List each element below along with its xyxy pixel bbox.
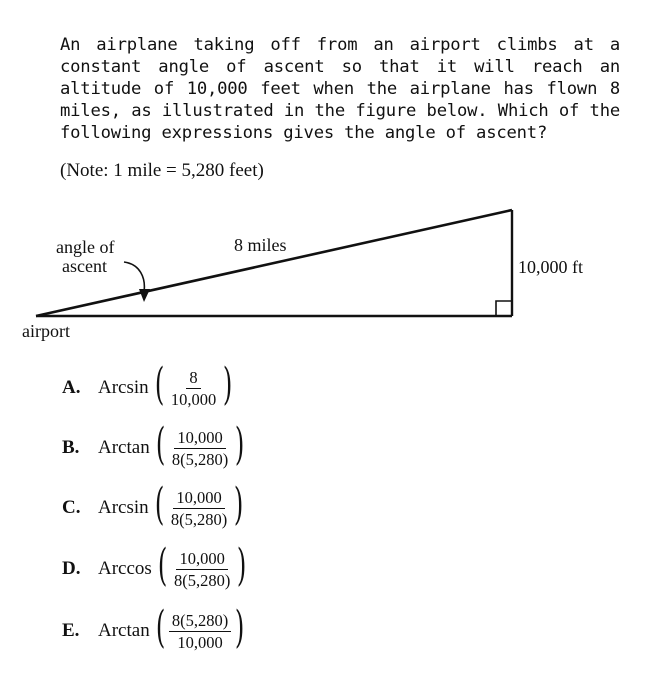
numerator: 10,000 bbox=[173, 488, 224, 509]
choice-letter: C. bbox=[62, 497, 81, 518]
fraction bbox=[169, 611, 231, 652]
left-paren: ( bbox=[155, 602, 166, 653]
right-angle-marker bbox=[496, 301, 512, 316]
numerator: 10,000 bbox=[176, 549, 227, 570]
angle-arrow bbox=[124, 262, 144, 292]
denominator: 8(5,280) bbox=[173, 570, 231, 590]
choice-b[interactable] bbox=[62, 419, 248, 474]
denominator: 8(5,280) bbox=[171, 449, 229, 469]
airport-label: airport bbox=[22, 321, 70, 341]
fraction bbox=[171, 549, 233, 590]
fraction bbox=[169, 428, 231, 469]
angle-arrowhead bbox=[139, 289, 150, 302]
angle-label-line1: angle of bbox=[56, 237, 115, 257]
denominator: 10,000 bbox=[177, 632, 223, 652]
right-paren: ) bbox=[234, 479, 244, 530]
conversion-note: (Note: 1 mile = 5,280 feet) bbox=[60, 160, 264, 181]
question-text: An airplane taking off from an airport climbs at a constant angle of ascent so that it will reach an altitude of 10,000 feet when the airplane has flown 8 miles, as illustrated in the figure below. Which of the following expressions gives the angle of ascent? bbox=[60, 35, 620, 143]
numerator: 8 bbox=[186, 368, 200, 389]
angle-label bbox=[56, 238, 114, 276]
choice-function: Arcsin bbox=[98, 497, 149, 518]
choice-letter: B. bbox=[62, 437, 80, 458]
fraction bbox=[168, 488, 230, 529]
right-paren: ) bbox=[237, 540, 247, 591]
choice-letter: A. bbox=[62, 377, 81, 398]
choice-letter: D. bbox=[62, 558, 81, 579]
left-paren: ( bbox=[154, 479, 164, 530]
hypotenuse-label: 8 miles bbox=[234, 235, 287, 255]
denominator: 10,000 bbox=[170, 389, 217, 409]
choice-c[interactable] bbox=[62, 479, 247, 534]
left-paren: ( bbox=[155, 419, 166, 470]
left-paren: ( bbox=[157, 540, 168, 591]
choice-a[interactable] bbox=[62, 359, 236, 414]
choice-e[interactable] bbox=[62, 602, 248, 657]
denominator: 8(5,280) bbox=[170, 509, 228, 529]
numerator: 8(5,280) bbox=[169, 611, 231, 632]
choice-letter: E. bbox=[62, 620, 80, 641]
right-paren: ) bbox=[235, 419, 245, 470]
choice-function: Arctan bbox=[98, 620, 150, 641]
right-paren: ) bbox=[235, 602, 245, 653]
fraction bbox=[168, 368, 219, 409]
choice-function: Arccos bbox=[98, 558, 152, 579]
height-label: 10,000 ft bbox=[518, 257, 583, 277]
left-paren: ( bbox=[154, 359, 164, 410]
choice-d[interactable] bbox=[62, 540, 251, 595]
right-paren: ) bbox=[223, 359, 233, 410]
angle-label-line2: ascent bbox=[62, 256, 107, 276]
choice-function: Arctan bbox=[98, 437, 150, 458]
numerator: 10,000 bbox=[174, 428, 225, 449]
choice-function: Arcsin bbox=[98, 377, 149, 398]
